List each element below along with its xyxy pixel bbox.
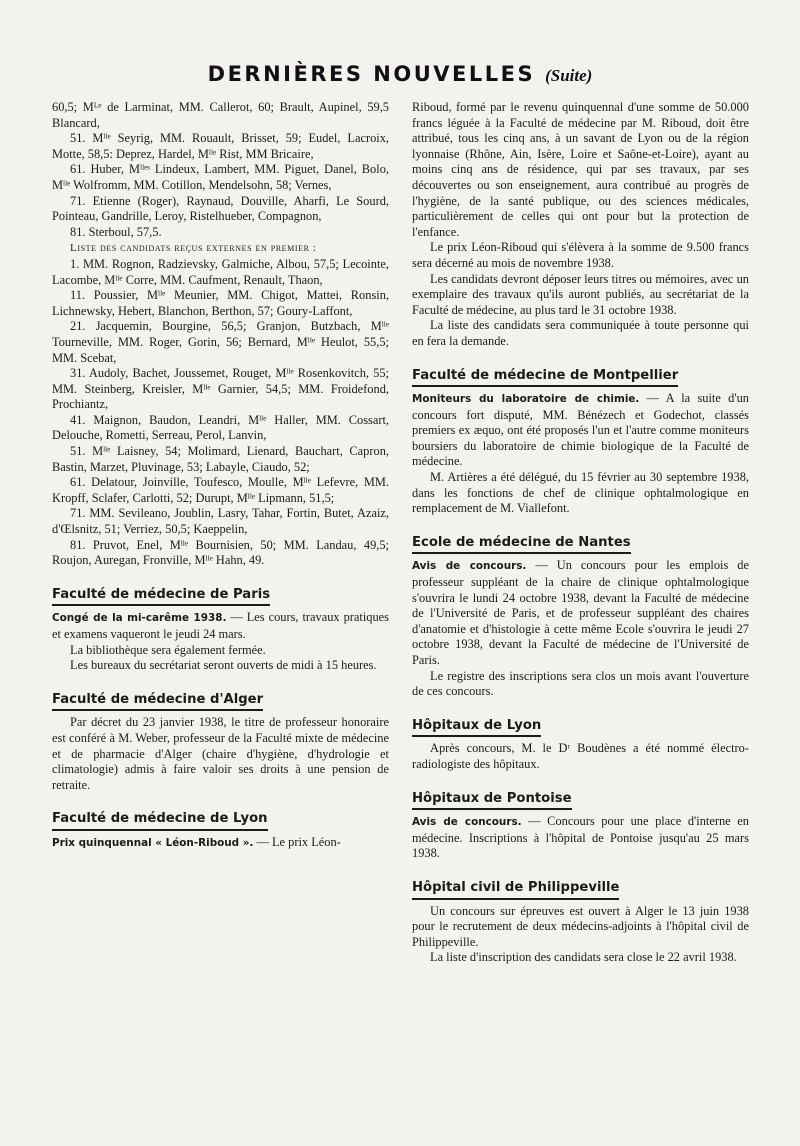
paragraph: La liste d'inscription des candidats sera close le 22 avril 1938. bbox=[430, 950, 737, 965]
paragraph bbox=[412, 814, 749, 862]
list-item: 81. Pruvot, Enel, Mˡˡᵉ Bournisien, 50; MM. Landau, 49,5; Roujon, Auregan, Fronville, Mˡˡᵉ Hahn, 49. bbox=[52, 537, 389, 568]
paragraph: Par décret du 23 janvier 1938, le titre de professeur honoraire est conféré à M. Weber, professeur de la Faculté mixte de médecine et de pharmacie d'Alger (chaire d'hygiène, d'hydrologie et climatologie) admis à faire valoir ses droits à une pension de retraite. bbox=[52, 715, 389, 792]
list-item: 21. Jacquemin, Bourgine, 56,5; Granjon, Butzbach, Mˡˡᵉ Tourneville, MM. Roger, Gorin, 56; Bernard, Mˡˡᵉ Heulot, 55,5; MM. Scebat, bbox=[52, 319, 389, 365]
lead-text: Avis de concours. bbox=[412, 816, 522, 829]
left-column bbox=[52, 100, 389, 852]
lead-text: Avis de concours. bbox=[412, 560, 527, 573]
paragraph: Le prix Léon-Riboud qui s'élèvera à la somme de 9.500 francs sera décerné au mois de novembre 1938. bbox=[412, 240, 749, 270]
paragraph: M. Artières a été délégué, du 15 février au 30 septembre 1938, dans les fonctions de chef de clinique ophtalmologique en remplacement de M. Viallefont. bbox=[412, 470, 749, 516]
paragraph: 60,5; Mᴸᵉ de Larminat, MM. Callerot, 60; Brault, Aupinel, 59,5 Blancard, bbox=[52, 100, 389, 130]
page-header bbox=[0, 62, 800, 86]
section-title: Hôpitaux de Lyon bbox=[412, 718, 541, 738]
section-title: Faculté de médecine de Paris bbox=[52, 587, 270, 607]
header-title: DERNIÈRES NOUVELLES bbox=[207, 62, 536, 86]
list-item: 61. Delatour, Joinville, Toufesco, Moulle, Mˡˡᵉ Lefevre, MM. Kropff, Sclafer, Carlotti, 52; Durupt, Mˡˡᵉ Lipmann, 51,5; bbox=[52, 475, 389, 505]
list-item: 51. Mˡˡᵉ Laisney, 54; Molimard, Lienard, Bauchart, Capron, Bastin, Marzet, Pluvinage, 53; Labayle, Ciaudo, 52; bbox=[52, 444, 389, 474]
section-pontoise bbox=[412, 781, 749, 862]
section-hopitaux-lyon bbox=[412, 708, 749, 773]
section-title: Faculté de médecine de Lyon bbox=[52, 811, 268, 831]
section-philippeville bbox=[412, 870, 749, 966]
paragraph: Le registre des inscriptions sera clos un mois avant l'ouverture de ces concours. bbox=[412, 668, 749, 699]
list-item: 41. Maignon, Baudon, Leandri, Mˡˡᵉ Haller, MM. Cossart, Delouche, Rometti, Serreau, Perol, Lanvin, bbox=[52, 412, 389, 443]
paragraph: Les candidats devront déposer leurs titres ou mémoires, avec un exemplaire des travaux qu'ils auront publiés, au secrétariat de la Faculté de médecine, au plus tard le 31 octobre 1938. bbox=[412, 271, 749, 317]
section-paris bbox=[52, 577, 389, 674]
paragraph bbox=[52, 835, 389, 852]
paragraph-text: — A la suite d'un concours fort disputé, MM. Bénézech et Godechot, classés premiers ex æquo, ont été proposés l'un et l'autre comme moniteurs boursiers du laboratoire de chimie biologique de la Faculté de médecine. bbox=[412, 391, 749, 469]
paragraph bbox=[52, 610, 389, 642]
paragraph-text: — Le prix Léon- bbox=[253, 834, 341, 849]
paragraph-text: — Un concours pour les emplois de professeur suppléant de la chaire de clinique ophtalmologique s'ouvrira le lundi 24 octobre 1938, devant la Faculté de médecine de l'Université de Paris, et de professeur suppléant des chaires d'anatomie et d'histologie à cette même Ecole s'ouvrira le jeudi 27 octobre 1938, devant la Faculté de médecine de l'Université de Paris. bbox=[412, 558, 749, 667]
paragraph: La liste des candidats sera communiquée à toute personne qui en fera la demande. bbox=[412, 318, 749, 348]
header-suite: (Suite) bbox=[545, 66, 593, 85]
list-item: 61. Huber, Mˡˡᵉˢ Lindeux, Lambert, MM. Piguet, Danel, Bolo, Mˡˡᵉ Wolfromm, MM. Cotillon, Mendelsohn, 58; Vernes, bbox=[52, 162, 389, 192]
list-item: 31. Audoly, Bachet, Joussemet, Rouget, Mˡˡᵉ Rosenkovitch, 55; MM. Steinberg, Kreisler, Mˡˡᵉ Garnier, 54,5; MM. Froidefond, Prochiantz, bbox=[52, 366, 389, 412]
paragraph: Après concours, M. le Dʳ Boudènes a été nommé électro-radiologiste des hôpitaux. bbox=[412, 741, 749, 771]
section-title: Faculté de médecine d'Alger bbox=[52, 692, 263, 712]
list-item: 1. MM. Rognon, Radzievsky, Galmiche, Albou, 57,5; Lecointe, Lacombe, Mˡˡᵉ Corre, MM. Caufment, Renault, Thaon, bbox=[52, 256, 389, 287]
lead-text: Moniteurs du laboratoire de chimie. bbox=[412, 393, 640, 406]
lead-text: Congé de la mi-carême 1938. bbox=[52, 612, 227, 625]
paragraph: Les bureaux du secrétariat seront ouverts de midi à 15 heures. bbox=[70, 658, 377, 673]
list-item: 71. Etienne (Roger), Raynaud, Douville, Aharfi, Le Sourd, Pointeau, Gandrille, Leroy, Ristelhueber, Compagnon, bbox=[52, 193, 389, 224]
paragraph-text: — Les cours, travaux pratiques et examens vaqueront le jeudi 24 mars. bbox=[52, 610, 389, 641]
paragraph: Riboud, formé par le revenu quinquennal d'une somme de 50.000 francs léguée à la Faculté de médecine par M. Riboud, doit être attribué, tous les cinq ans, à un savant de Lyon ou de la région lyonnaise (Rhône, Ain, Isère, Loire et Saône-et-Loire), ayant au moins cinq ans de résidence, qui par ses travaux, par ses découvertes ou son enseignement, aura contribué au progrès de l'hygiène, de la santé publique, ou des sciences médicales, particulièrement de celles qui ont pour but la protection de l'enfance. bbox=[412, 100, 749, 239]
paragraph bbox=[412, 558, 749, 668]
section-montpellier bbox=[412, 358, 749, 517]
section-title: Faculté de médecine de Montpellier bbox=[412, 368, 678, 388]
paragraph bbox=[412, 391, 749, 470]
right-column bbox=[412, 100, 749, 966]
lead-text: Prix quinquennal « Léon-Riboud ». bbox=[52, 836, 254, 849]
list-item: 81. Sterboul, 57,5. bbox=[70, 224, 162, 239]
list-item: 71. MM. Sevileano, Joublin, Lasry, Tahar, Fortin, Butet, Azaiz, d'Œlsnitz, 51; Verriez, 50,5; Kaeppelin, bbox=[52, 506, 389, 537]
list-heading-text: Liste des candidats reçus externes en premier : bbox=[70, 242, 317, 255]
paragraph-text: — Concours pour une place d'interne en médecine. Inscriptions à l'hôpital de Pontoise jusqu'au 25 mars 1938. bbox=[412, 814, 749, 861]
list-item: 51. Mˡˡᵉ Seyrig, MM. Rouault, Brisset, 59; Eudel, Lacroix, Motte, 58,5: Deprez, Hardel, Mˡˡᵉ Rist, MM Bricaire, bbox=[52, 131, 389, 161]
paragraph: La bibliothèque sera également fermée. bbox=[70, 642, 266, 657]
section-title: Hôpitaux de Pontoise bbox=[412, 791, 572, 811]
section-lyon bbox=[52, 801, 389, 851]
list-item: 11. Poussier, Mˡˡᵉ Meunier, MM. Chigot, Mattei, Ronsin, Lichnewsky, Hebert, Blanchon, Berthon, 57; Goury-Laffont, bbox=[52, 288, 389, 318]
paragraph: Un concours sur épreuves est ouvert à Alger le 13 juin 1938 pour le recrutement de deux médecins-adjoints à l'hôpital civil de Philippeville. bbox=[412, 903, 749, 949]
section-title: Ecole de médecine de Nantes bbox=[412, 535, 631, 555]
section-title: Hôpital civil de Philippeville bbox=[412, 880, 619, 900]
list-heading bbox=[52, 240, 389, 257]
section-alger bbox=[52, 682, 389, 794]
section-nantes bbox=[412, 525, 749, 700]
